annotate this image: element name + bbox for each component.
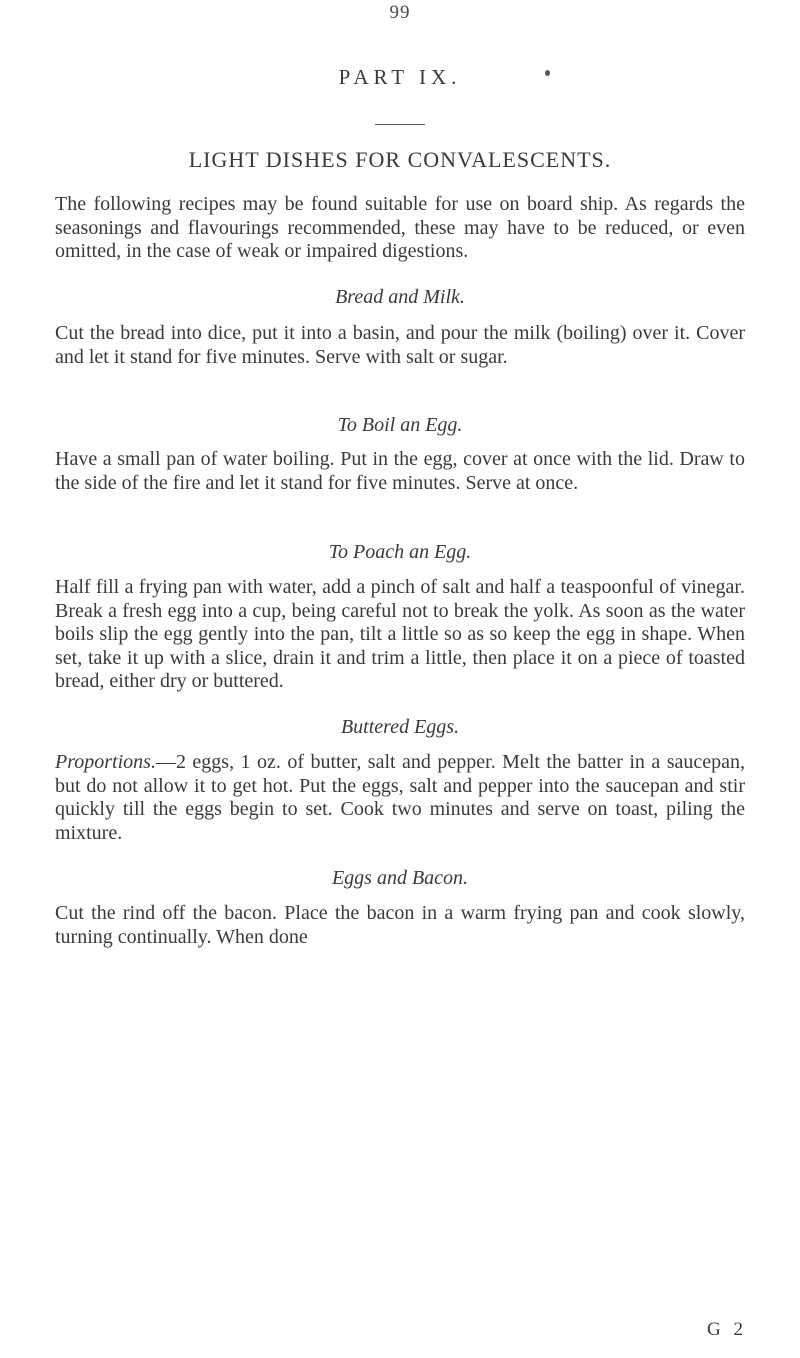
recipe-title-boil-egg: To Boil an Egg. [337, 414, 463, 436]
recipe-text-eggs-and-bacon: Cut the rind off the bacon. Place the bacon in a warm frying pan and cook slowly, turning continually. When done [55, 902, 745, 948]
recipe-title-buttered-eggs: Buttered Eggs. [340, 716, 460, 738]
page-number: 99 [389, 2, 411, 23]
recipe-body-buttered-eggs: —2 eggs, 1 oz. of butter, salt and pepper. Melt the batter in a saucepan, but do not allow it to get hot. Put the eggs, salt and pepper into the saucepan and stir quickly till the eggs begin to set. Cook two minutes and serve on toast, piling the mixture. [55, 751, 745, 844]
recipe-text-boil-egg: Have a small pan of water boiling. Put in the egg, cover at once with the lid. Draw to the side of the fire and let it stand for five minutes. Serve at once. [55, 448, 745, 494]
recipe-title-bread-and-milk: Bread and Milk. [335, 286, 465, 308]
recipe-text-buttered-eggs [55, 751, 745, 845]
signature-mark: G 2 [707, 1319, 747, 1340]
recipe-text-bread-and-milk: Cut the bread into dice, put it into a basin, and pour the milk (boiling) over it. Cover and let it stand for five minutes. Serve with salt or sugar. [55, 322, 745, 368]
intro-paragraph: The following recipes may be found suitable for use on board ship. As regards the seasonings and flavourings recommended, these may have to be reduced, or even omitted, in the case of weak or impaired digestions. [55, 193, 745, 262]
recipe-text-poach-egg: Half fill a frying pan with water, add a pinch of salt and half a teaspoonful of vinegar. Break a fresh egg into a cup, being careful not to break the yolk. As soon as the water boils slip the egg gently into the pan, tilt a little so as so keep the egg in shape. When set, take it up with a slice, drain it and trim a little, then place it on a piece of toasted bread, either dry or buttered. [55, 576, 745, 692]
recipe-title-eggs-and-bacon: Eggs and Bacon. [331, 867, 469, 889]
recipe-title-poach-egg: To Poach an Egg. [328, 541, 472, 563]
proportions-label: Proportions. [55, 751, 156, 773]
chapter-title: LIGHT DISHES FOR CONVALESCENTS. [188, 147, 612, 172]
part-heading: PART IX. [338, 65, 462, 89]
ink-speck-mark [545, 70, 550, 76]
divider-rule [375, 124, 425, 125]
